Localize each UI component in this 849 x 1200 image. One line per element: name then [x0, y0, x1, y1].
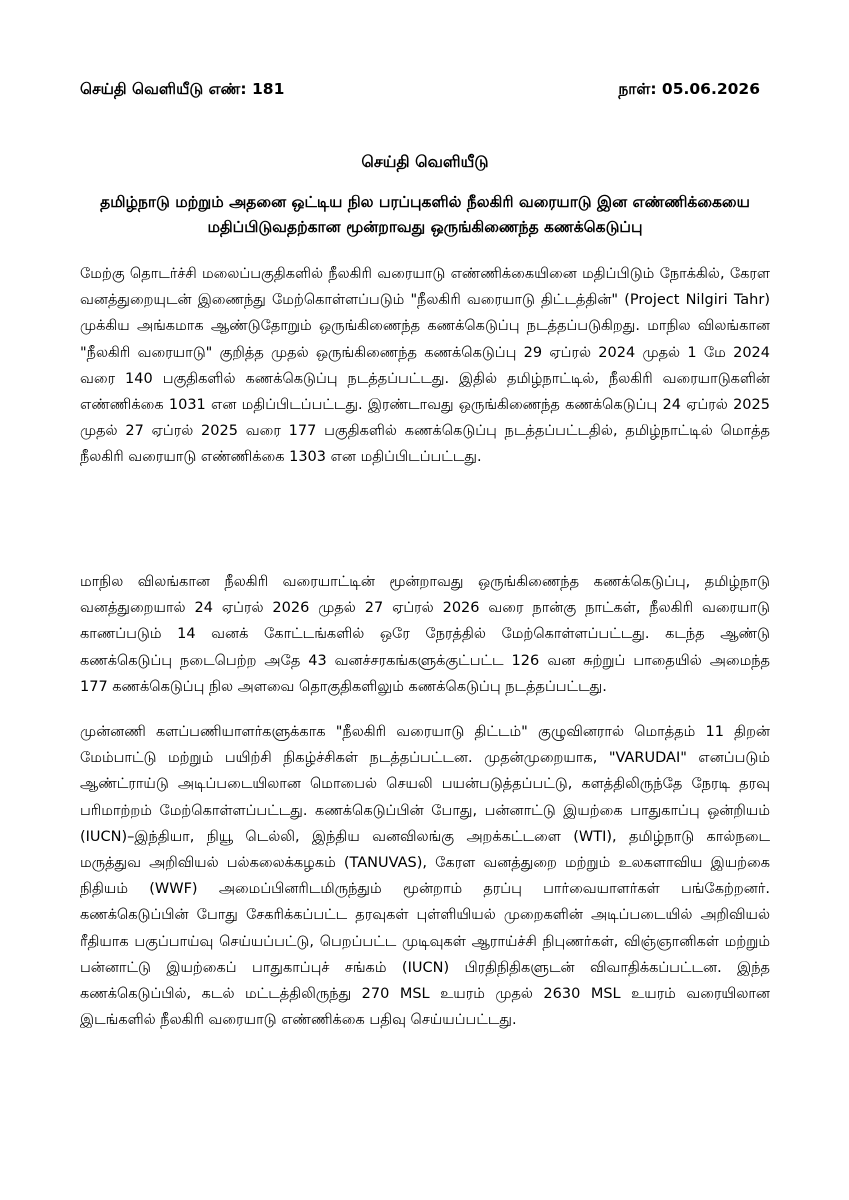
paragraph-3: முன்னணி களப்பணியாளர்களுக்காக "நீலகிரி வரையாடு திட்டம்" குழுவினரால் மொத்தம் 11 திறன் மேம்பாட்டு மற்றும் பயிற்சி நிகழ்ச்சிகள் நடத்தப்பட்டன. முதன்முறையாக, "VARUDAI" எனப்படும் ஆண்ட்ராய்டு அடிப்படையிலான மொபைல் செயலி பயன்படுத்தப்பட்டு, களத்திலிருந்தே நேரடி தரவு பரிமாற்றம் மேற்கொள்ளப்பட்டது. கணக்கெடுப்பின் போது, பன்னாட்டு இயற்கை பாதுகாப்பு ஒன்றியம் (IUCN)–இந்தியா, நியூ டெல்லி, இந்திய வனவிலங்கு அறக்கட்டளை (WTI), தமிழ்நாடு கால்நடை மருத்துவ அறிவியல் பல்கலைக்கழகம் (TANUVAS), கேரள வனத்துறை மற்றும் உலகளாவிய இயற்கை நிதியம் (WWF) அமைப்பினரிடமிருந்தும் மூன்றாம் தரப்பு பார்வையாளர்கள் பங்கேற்றனர். கணக்கெடுப்பின் போது சேகரிக்கப்பட்ட தரவுகள் புள்ளியியல் முறைகளின் அடிப்படையில் அறிவியல் ரீதியாக பகுப்பாய்வு செய்யப்பட்டு, பெறப்பட்ட முடிவுகள் ஆராய்ச்சி நிபுணர்கள், விஞ்ஞானிகள் மற்றும் பன்னாட்டு இயற்கைப் பாதுகாப்புச் சங்கம் (IUCN) பிரதிநிதிகளுடன் விவாதிக்கப்பட்டன. இந்த கணக்கெடுப்பில், கடல் மட்டத்திலிருந்து 270 MSL உயரம் முதல் 2630 MSL உயரம் வரையிலான இடங்களில் நீலகிரி வரையாடு எண்ணிக்கை பதிவு செய்யப்பட்டது.: [80, 724, 770, 1029]
headline: தமிழ்நாடு மற்றும் அதனை ஒட்டிய நில பரப்புகளில் நீலகிரி வரையாடு இன எண்ணிக்கையை மதிப்பிடுவதற்கான மூன்றாவது ஒருங்கிணைந்த கணக்கெடுப்பு: [100, 193, 750, 236]
paragraph-1: மேற்கு தொடர்ச்சி மலைப்பகுதிகளில் நீலகிரி வரையாடு எண்ணிக்கையினை மதிப்பிடும் நோக்கில், கேரள வனத்துறையுடன் இணைந்து மேற்கொள்ளப்படும் "நீலகிரி வரையாடு திட்டத்தின்" (Project Nilgiri Tahr) முக்கிய அங்கமாக ஆண்டுதோறும் ஒருங்கிணைந்த கணக்கெடுப்பு நடத்தப்படுகிறது. மாநில விலங்கான "நீலகிரி வரையாடு" குறித்த முதல் ஒருங்கிணைந்த கணக்கெடுப்பு 29 ஏப்ரல் 2024 முதல் 1 மே 2024 வரை 140 பகுதிகளில் கணக்கெடுப்பு நடத்தப்பட்டது. இதில் தமிழ்நாட்டில், நீலகிரி வரையாடுகளின் எண்ணிக்கை 1031 என மதிப்பிடப்பட்டது. இரண்டாவது ஒருங்கிணைந்த கணக்கெடுப்பு 24 ஏப்ரல் 2025 முதல் 27 ஏப்ரல் 2025 வரை 177 பகுதிகளில் கணக்கெடுப்பு நடத்தப்பட்டதில், தமிழ்நாட்டில் மொத்த நீலகிரி வரையாடு எண்ணிக்கை 1303 என மதிப்பிடப்பட்டது.: [80, 266, 770, 466]
release-number: செய்தி வெளியீடு எண்: 181: [80, 80, 285, 98]
release-date: நாள்: 05.06.2026: [618, 80, 760, 98]
document-header: [80, 80, 760, 100]
release-title: செய்தி வெளியீடு: [361, 152, 489, 171]
paragraph-2: மாநில விலங்கான நீலகிரி வரையாட்டின் மூன்றாவது ஒருங்கிணைந்த கணக்கெடுப்பு, தமிழ்நாடு வனத்துறையால் 24 ஏப்ரல் 2026 முதல் 27 ஏப்ரல் 2026 வரை நான்கு நாட்கள், நீலகிரி வரையாடு காணப்படும் 14 வனக் கோட்டங்களில் ஒரே நேரத்தில் மேற்கொள்ளப்பட்டது. கடந்த ஆண்டு கணக்கெடுப்பு நடைபெற்ற அதே 43 வனச்சரகங்களுக்குட்பட்ட 126 வன சுற்றுப் பாதையில் அமைந்த 177 கணக்கெடுப்பு நில அளவை தொகுதிகளிலும் கணக்கெடுப்பு நடத்தப்பட்டது.: [80, 574, 770, 695]
